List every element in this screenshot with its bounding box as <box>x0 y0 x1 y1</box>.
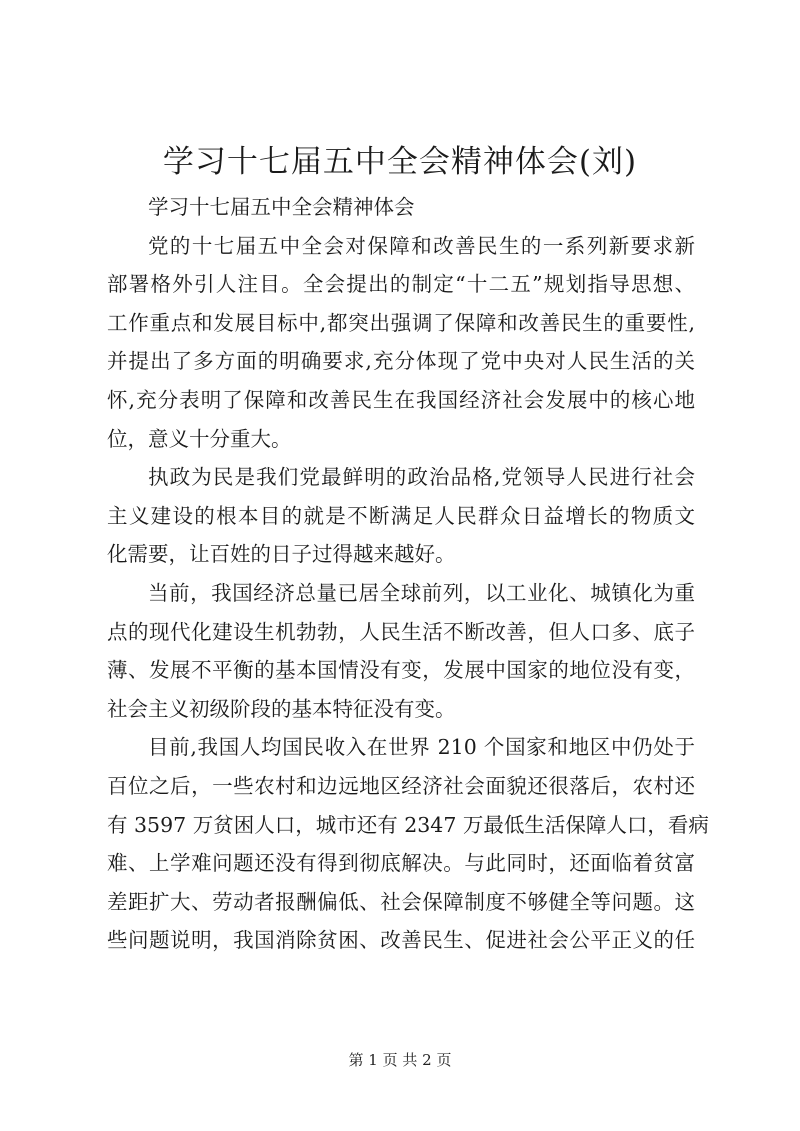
paragraph-3-line-4: 社会主义初级阶段的基本特征没有变。 <box>107 696 456 721</box>
paragraph-4-line-3: 有 3597 万贫困人口，城市还有 2347 万最低生活保障人口，看病 <box>107 812 709 837</box>
paragraph-4-line-2: 百位之后，一些农村和边远地区经济社会面貌还很落后，农村还 <box>107 773 695 798</box>
paragraph-1-line-5: 怀,充分表明了保障和改善民生在我国经济社会发展中的核心地 <box>107 387 695 412</box>
paragraph-2-line-1: 执政为民是我们党最鲜明的政治品格,党领导人民进行社会 <box>148 465 695 490</box>
paragraph-1-line-6: 位，意义十分重大。 <box>107 426 292 451</box>
paragraph-1-line-4: 并提出了多方面的明确要求,充分体现了党中央对人民生活的关 <box>107 349 695 374</box>
paragraph-1-line-1: 党的十七届五中全会对保障和改善民生的一系列新要求新 <box>148 233 695 258</box>
page-number-footer: 第 1 页 共 2 页 <box>348 1051 452 1069</box>
paragraph-4-line-6: 些问题说明，我国消除贫困、改善民生、促进社会公平正义的任 <box>107 928 695 953</box>
document-body <box>107 188 709 960</box>
subtitle-line: 学习十七届五中全会精神体会 <box>148 195 415 219</box>
paragraph-3-line-1: 当前，我国经济总量已居全球前列，以工业化、城镇化为重 <box>148 580 695 605</box>
paragraph-3-line-3: 薄、发展不平衡的基本国情没有变，发展中国家的地位没有变， <box>107 658 695 683</box>
paragraph-4-line-4: 难、上学难问题还没有得到彻底解决。与此同时，还面临着贫富 <box>107 851 695 876</box>
paragraph-3-line-2: 点的现代化建设生机勃勃，人民生活不断改善，但人口多、底子 <box>107 619 695 644</box>
paragraph-1-line-3: 工作重点和发展目标中,都突出强调了保障和改善民生的重要性, <box>107 310 695 335</box>
paragraph-2-line-2: 主义建设的根本目的就是不断满足人民群众日益增长的物质文 <box>107 503 695 528</box>
paragraph-4-line-5: 差距扩大、劳动者报酬偏低、社会保障制度不够健全等问题。这 <box>107 889 695 914</box>
paragraph-1-line-2: 部署格外引人注目。全会提出的制定“十二五”规划指导思想、 <box>107 272 695 297</box>
paragraph-2-line-3: 化需要，让百姓的日子过得越来越好。 <box>107 542 456 567</box>
document-title: 学习十七届五中全会精神体会(刘) <box>162 144 638 180</box>
paragraph-4-line-1: 目前,我国人均国民收入在世界 210 个国家和地区中仍处于 <box>148 735 695 760</box>
